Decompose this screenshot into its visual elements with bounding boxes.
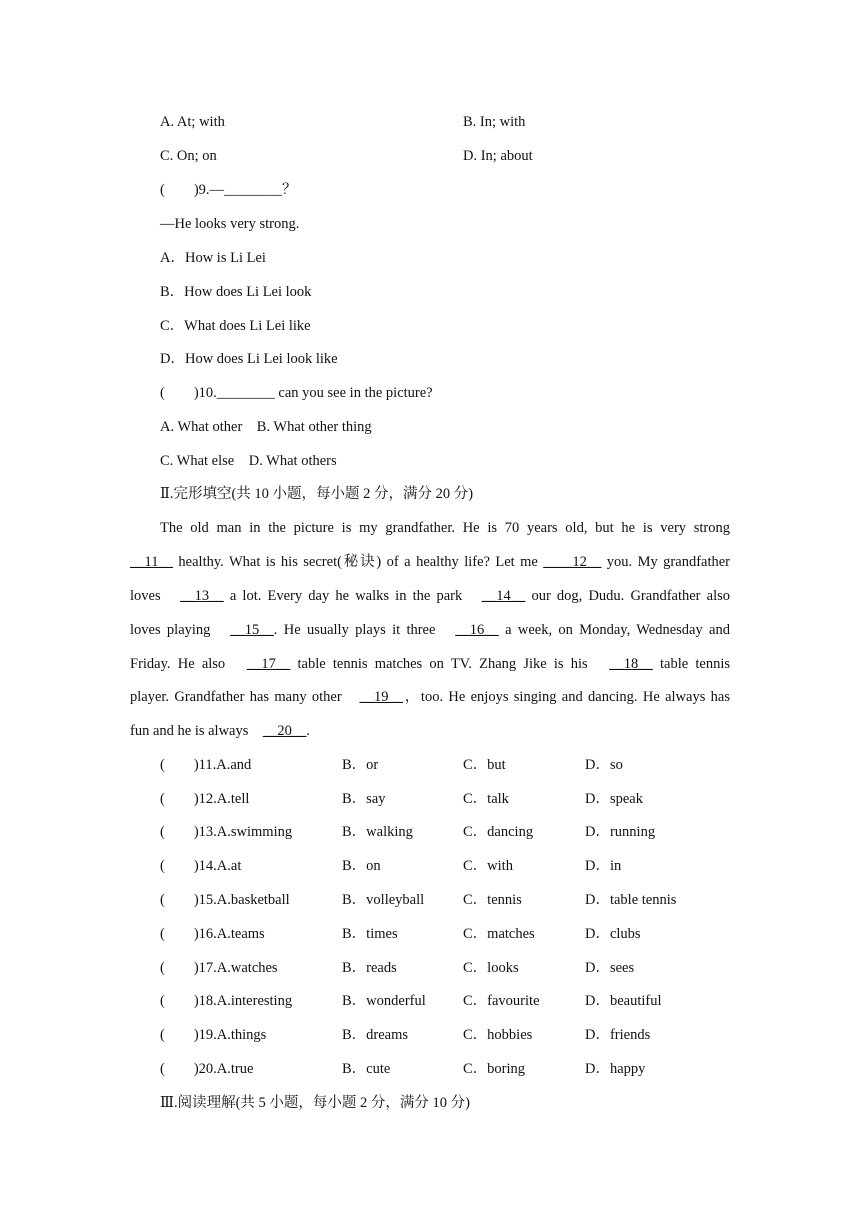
passage-line-3: loves __13__ a lot. Every day he walks in the park __14__ our dog, Dudu. Grandfather also [130, 588, 731, 604]
blank-19: __19__ [359, 689, 404, 705]
q12-option-c: C．talk [463, 791, 509, 807]
q13-option-c: C．dancing [463, 824, 534, 840]
passage-line-4: loves playing __15__. He usually plays it three __16__ a week, on Monday, Wednesday and [130, 622, 730, 638]
q13-option-d: D．running [585, 824, 656, 840]
blank-18: __18__ [609, 656, 653, 672]
q12-option-d: D．speak [585, 791, 643, 807]
blank-16: __16__ [455, 622, 499, 638]
q15-option-c: C．tennis [463, 892, 522, 908]
q8-option-b: B. In; with [463, 114, 526, 130]
q18-option-d: D．beautiful [585, 993, 662, 1009]
q16-option-d: D．clubs [585, 926, 641, 942]
q9-option-d: D．How does Li Lei look like [160, 351, 338, 367]
q13-stem: ( )13.A.swimming [160, 824, 293, 840]
blank-15: __15__ [230, 622, 274, 638]
section3-heading: Ⅲ.阅读理解(共 5 小题，每小题 2 分，满分 10 分) [160, 1095, 471, 1111]
q10-options-line2: C. What else D. What others [160, 453, 337, 469]
q20-option-d: D．happy [585, 1061, 646, 1077]
blank-17: __17__ [246, 656, 291, 672]
q19-stem: ( )19.A.things [160, 1027, 267, 1043]
passage-line-2: __11__ healthy. What is his secret(秘诀) of a healthy life? Let me ____12__ you. My grandfather [130, 554, 731, 570]
blank-14: __14__ [481, 588, 526, 604]
q20-option-b: B．cute [342, 1061, 391, 1077]
q11-option-c: C．but [463, 757, 506, 773]
q17-option-c: C．looks [463, 960, 519, 976]
q16-option-b: B．times [342, 926, 398, 942]
q9-stem: ( )9.—________？ [160, 182, 297, 198]
q9-reply: —He looks very strong. [160, 216, 300, 232]
q12-stem: ( )12.A.tell [160, 791, 250, 807]
q10-stem: ( )10.________ can you see in the picture? [160, 385, 433, 401]
blank-20: __20__ [262, 723, 307, 739]
blank-13: __13__ [180, 588, 224, 604]
passage-line-5: Friday. He also __17__ table tennis matches on TV. Zhang Jike is his __18__ table tennis [130, 656, 730, 672]
q20-stem: ( )20.A.true [160, 1061, 254, 1077]
q15-stem: ( )15.A.basketball [160, 892, 290, 908]
q8-option-c: C. On; on [160, 148, 217, 164]
q13-option-b: B．walking [342, 824, 413, 840]
q14-option-d: D．in [585, 858, 622, 874]
q12-option-b: B．say [342, 791, 386, 807]
q18-option-c: C．favourite [463, 993, 540, 1009]
q17-stem: ( )17.A.watches [160, 960, 278, 976]
q17-option-b: B．reads [342, 960, 397, 976]
passage-line-7: fun and he is always __20__. [130, 723, 311, 739]
q11-option-b: B．or [342, 757, 379, 773]
q15-option-d: D．table tennis [585, 892, 677, 908]
passage-line-6: player. Grandfather has many other __19__，too. He enjoys singing and dancing. He always has [130, 689, 730, 705]
q10-options-line1: A. What other B. What other thing [160, 419, 372, 435]
q14-stem: ( )14.A.at [160, 858, 242, 874]
q19-option-c: C．hobbies [463, 1027, 533, 1043]
q8-option-a: A. At; with [160, 114, 225, 130]
q16-stem: ( )16.A.teams [160, 926, 265, 942]
q17-option-d: D．sees [585, 960, 635, 976]
passage-line-1: The old man in the picture is my grandfather. He is 70 years old, but he is very strong [160, 520, 730, 536]
q18-option-b: B．wonderful [342, 993, 426, 1009]
q14-option-b: B．on [342, 858, 381, 874]
q15-option-b: B．volleyball [342, 892, 425, 908]
q14-option-c: C．with [463, 858, 513, 874]
q8-option-d: D. In; about [463, 148, 533, 164]
blank-11: __11__ [130, 554, 173, 570]
q16-option-c: C．matches [463, 926, 535, 942]
q9-option-b: B．How does Li Lei look [160, 284, 312, 300]
q19-option-d: D．friends [585, 1027, 651, 1043]
q20-option-c: C．boring [463, 1061, 526, 1077]
blank-12: ____12__ [543, 554, 602, 570]
section2-heading: Ⅱ.完形填空(共 10 小题，每小题 2 分，满分 20 分) [160, 486, 474, 502]
q18-stem: ( )18.A.interesting [160, 993, 293, 1009]
q11-option-d: D．so [585, 757, 623, 773]
q11-stem: ( )11.A.and [160, 757, 252, 773]
q19-option-b: B．dreams [342, 1027, 409, 1043]
q9-option-c: C．What does Li Lei like [160, 318, 311, 334]
q9-option-a: A．How is Li Lei [160, 250, 266, 266]
